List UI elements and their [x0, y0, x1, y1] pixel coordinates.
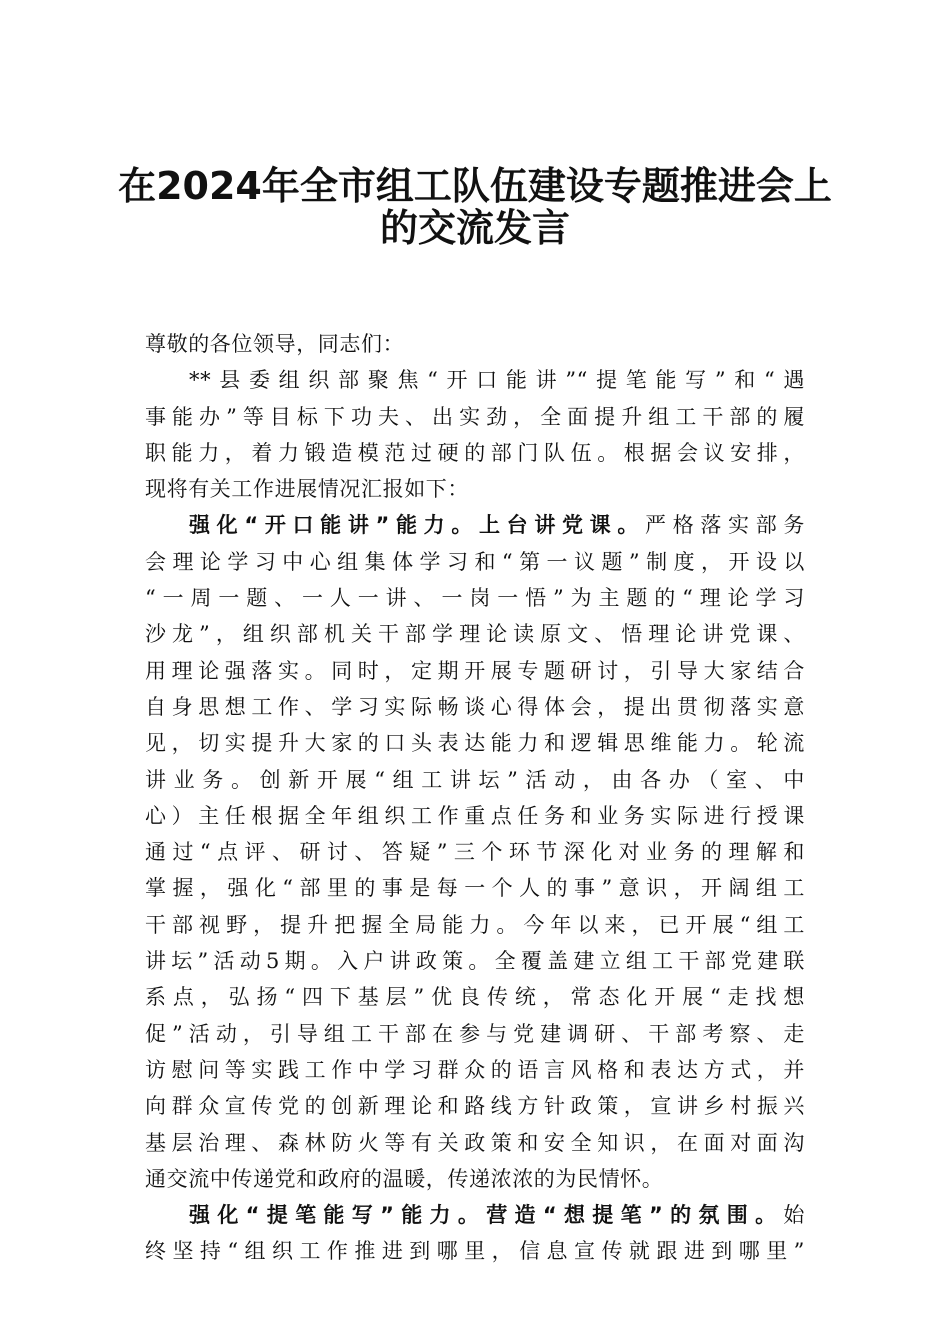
paragraph-line: 基层治理、森林防火等有关政策和安全知识，在面对面沟: [145, 1130, 805, 1155]
paragraph-line: 用理论强落实。同时，定期开展专题研讨，引导大家结合: [145, 658, 805, 683]
paragraph-line: 现将有关工作进展情况汇报如下：: [145, 477, 469, 502]
document-title-line-1: 在2024年全市组工队伍建设专题推进会上: [118, 164, 832, 208]
paragraph-line: **县委组织部聚焦“开口能讲”“提笔能写”和“遇: [189, 368, 805, 393]
paragraph-line: 讲业务。创新开展“组工讲坛”活动，由各办（室、中: [145, 767, 805, 792]
document-body: [145, 326, 805, 1270]
paragraph-line: 事能办”等目标下功夫、出实劲，全面提升组工干部的履: [145, 404, 805, 429]
heading-line-text: 严格落实部务: [645, 513, 805, 538]
paragraph-intro: [145, 362, 805, 507]
paragraph-line: 通交流中传递党和政府的温暖，传递浓浓的为民情怀。: [145, 1166, 664, 1191]
paragraph-line: 沙龙”，组织部机关干部学理论读原文、悟理论讲党课、: [145, 622, 805, 647]
paragraph-line: 干部视野，提升把握全局能力。今年以来，已开展“组工: [145, 912, 805, 937]
paragraph-line: 向群众宣传党的创新理论和路线方针政策，宣讲乡村振兴: [145, 1094, 805, 1119]
paragraph-line: [145, 507, 805, 543]
paragraph-line: 访慰问等实践工作中学习群众的语言风格和表达方式，并: [145, 1057, 805, 1082]
salutation: 尊敬的各位领导，同志们：: [145, 332, 405, 356]
paragraph-line: 促”活动，引导组工干部在参与党建调研、干部考察、走: [145, 1021, 805, 1046]
paragraph-line: 心）主任根据全年组织工作重点任务和业务实际进行授课: [145, 803, 805, 828]
paragraph-line: 职能力，着力锻造模范过硬的部门队伍。根据会议安排，: [145, 440, 805, 465]
paragraph-line: [145, 1197, 805, 1233]
heading-line-text: 始: [783, 1203, 805, 1228]
paragraph-line: 系点，弘扬“四下基层”优良传统，常态化开展“走找想: [145, 985, 805, 1010]
paragraph-line: “一周一题、一人一讲、一岗一悟”为主题的“理论学习: [145, 586, 805, 611]
paragraph-line: 讲坛”活动5期。入户讲政策。全覆盖建立组工干部党建联: [145, 949, 805, 974]
section-heading: 强化“提笔能写”能力。营造“想提笔”的氛围。: [189, 1203, 784, 1228]
paragraph-line: 掌握，强化“部里的事是每一个人的事”意识，开阔组工: [145, 876, 805, 901]
paragraph-speaking-ability: [145, 507, 805, 1197]
paragraph-line: 终坚持“组织工作推进到哪里，信息宣传就跟进到哪里”: [145, 1239, 805, 1264]
paragraph-line: 会理论学习中心组集体学习和“第一议题”制度，开设以: [145, 549, 805, 574]
paragraph-writing-ability: [145, 1197, 805, 1270]
paragraph-line: 自身思想工作、学习实际畅谈心得体会，提出贯彻落实意: [145, 694, 805, 719]
section-heading: 强化“开口能讲”能力。上台讲党课。: [189, 513, 646, 538]
document-title-line-2: 的交流发言: [379, 206, 570, 250]
paragraph-line: 见，切实提升大家的口头表达能力和逻辑思维能力。轮流: [145, 731, 805, 756]
paragraph-line: 通过“点评、研讨、答疑”三个环节深化对业务的理解和: [145, 840, 805, 865]
